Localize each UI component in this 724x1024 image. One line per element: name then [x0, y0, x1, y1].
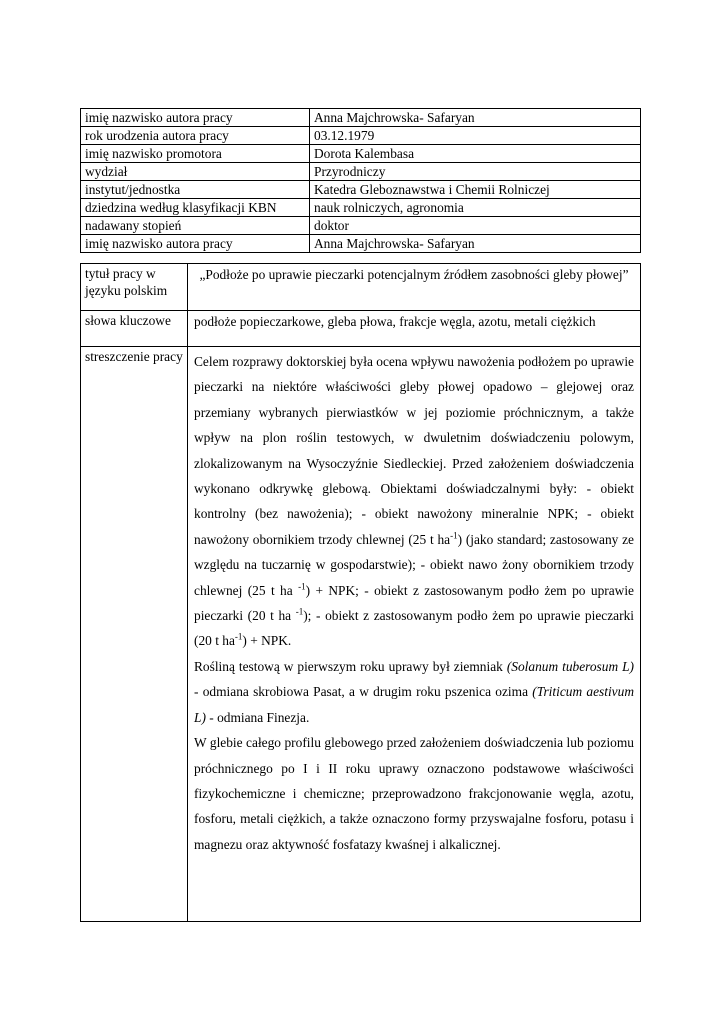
field-value: nauk rolniczych, agronomia — [310, 199, 641, 217]
table-row — [81, 181, 641, 199]
supervisor-label: imię nazwisko promotora — [81, 145, 310, 163]
abstract-paragraph-2: Rośliną testową w pierwszym roku uprawy był ziemniak (Solanum tuberosum L) - odmiana skrobiowa Pasat, a w drugim roku pszenica ozima (Triticum aestivum L) - odmiana Finezja. — [194, 658, 635, 725]
keywords-value: podłoże popieczarkowe, gleba płowa, frakcje węgla, azotu, metali ciężkich — [194, 314, 596, 329]
table-row — [81, 163, 641, 181]
title-label: tytuł pracy w języku polskim — [81, 264, 188, 311]
table-row — [81, 109, 641, 127]
author-label-repeat: imię nazwisko autora pracy — [81, 235, 310, 253]
abstract-label: streszczenie pracy — [81, 347, 188, 922]
abstract-paragraph-1: Celem rozprawy doktorskiej była ocena wpływu nawożenia podłożem po uprawie pieczarki na niektóre właściwości gleby płowej opadowo – glejowej oraz przemiany wybranych pierwiastków w jej poziomie próchnicznym, a także wpływ na plon roślin testowych, w dwuletnim doświadczeniu polowym, zlokalizowanym na Wysoczyźnie Siedleckiej. Przed założeniem doświadczenia wykonano odkrywkę glebową. Obiektami doświadczalnymi były: - obiekt kontrolny (bez nawożenia); - obiekt nawożony mineralnie NPK; - obiekt nawożony obornikiem trzody chlewnej (25 t $ha^{-1}$) (jako standard; zastosowany ze względu na tuczarnię w gospodarstwie); - obiekt nawo żony obornikiem trzody chlewnej (25 t ha $^{-1}$) + NPK; - obiekt z zastosowanym podło żem po uprawie pieczarki (20 t ha $^{-1}$); - obiekt z zastosowanym podło żem po uprawie pieczarki (20 t $ha^{-1}$) + NPK. — [194, 354, 635, 649]
institute-label: instytut/jednostka — [81, 181, 310, 199]
thesis-table — [80, 263, 641, 922]
institute-value: Katedra Gleboznawstwa i Chemii Rolniczej — [310, 181, 641, 199]
field-label: dziedzina według klasyfikacji KBN — [81, 199, 310, 217]
author-label: imię nazwisko autora pracy — [81, 109, 310, 127]
title-row — [81, 264, 641, 311]
keywords-row — [81, 311, 641, 347]
abstract-paragraph-3: W glebie całego profilu glebowego przed założeniem doświadczenia lub poziomu próchnicznego po I i II roku uprawy oznaczono podstawowe właściwości fizykochemiczne i chemiczne; przeprowadzono frakcjonowanie węgla, azotu, fosforu, metali ciężkich, a także oznaczono formy przyswajalne fosforu, potasu i magnezu oraz aktywność fosfatazy kwaśnej i alkalicznej. — [194, 735, 634, 852]
table-row — [81, 127, 641, 145]
degree-value: doktor — [310, 217, 641, 235]
keywords-label: słowa kluczowe — [81, 311, 188, 347]
table-row — [81, 217, 641, 235]
degree-label: nadawany stopień — [81, 217, 310, 235]
thesis-title: „Podłoże po uprawie pieczarki potencjalnym źródłem zasobności gleby płowej” — [199, 267, 629, 282]
author-value-repeat: Anna Majchrowska- Safaryan — [310, 235, 641, 253]
metadata-table — [80, 108, 641, 253]
table-row — [81, 145, 641, 163]
abstract-text — [194, 347, 634, 921]
birth-date-value: 03.12.1979 — [310, 127, 641, 145]
faculty-value: Przyrodniczy — [310, 163, 641, 181]
table-row — [81, 235, 641, 253]
birth-date-label: rok urodzenia autora pracy — [81, 127, 310, 145]
faculty-label: wydział — [81, 163, 310, 181]
latin-name-potato: (Solanum tuberosum L) — [506, 658, 635, 674]
abstract-row — [81, 347, 641, 922]
table-row — [81, 199, 641, 217]
supervisor-value: Dorota Kalembasa — [310, 145, 641, 163]
author-value: Anna Majchrowska- Safaryan — [310, 109, 641, 127]
latin-name-wheat: (Triticum aestivum L) — [194, 684, 634, 725]
